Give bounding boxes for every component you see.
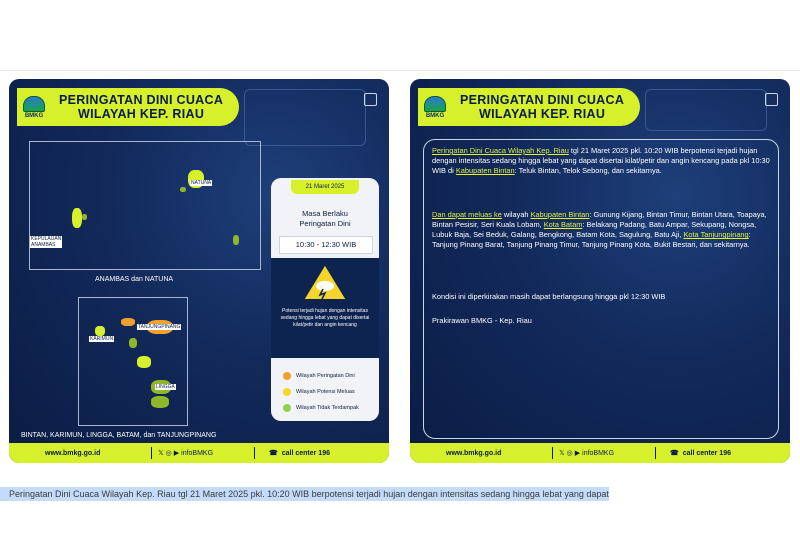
storm-warning-icon: [301, 262, 349, 302]
island-karimun: [95, 326, 105, 336]
warning-map-card[interactable]: [9, 79, 389, 463]
social-handles[interactable]: 𝕏 ◎ ▶ infoBMKG: [559, 449, 615, 457]
label-anambas: KEPULAUAN ANAMBAS: [31, 236, 62, 248]
decor-device: [645, 89, 767, 131]
banner-title: PERINGATAN DINI CUACA WILAYAH KEP. RIAU: [59, 93, 224, 121]
bmkg-logo: BMKG: [19, 90, 49, 124]
label-natuna: NATUNA: [191, 180, 212, 186]
island-batam: [121, 318, 135, 326]
island-anambas: [72, 208, 82, 228]
warning-paragraph-3: Kondisi ini diperkirakan masih dapat berlangsung hingga pkl 12:30 WIB: [432, 292, 666, 301]
warning-paragraph-1: Peringatan Dini Cuaca Wilayah Kep. Riau tgl 21 Maret 2025 pkl. 10:20 WIB berpotensi terjadi hujan dengan intensitas sedang hingga lebat yang dapat disertai kilat/petir dan angin kencang pada pkl 10:30 WIB di Kabupaten Bintan: Teluk Bintan, Telok Sebong, dan sekitarnya.: [432, 146, 770, 176]
twitter-icon: 𝕏: [158, 450, 164, 457]
expand-icon[interactable]: [765, 93, 778, 106]
map-bintan-region: [78, 297, 188, 426]
map-anambas-natuna: [29, 141, 261, 270]
title-banner: [418, 88, 640, 126]
call-center[interactable]: ☎ call center 196: [269, 449, 330, 457]
youtube-icon: ▶: [574, 450, 581, 457]
website-link[interactable]: www.bmkg.go.id: [446, 449, 502, 457]
title-banner: [17, 88, 239, 126]
warning-text-card[interactable]: [410, 79, 790, 463]
label-lingga: LINGGA: [156, 384, 175, 390]
phone-icon: ☎: [670, 450, 679, 457]
decor-device: [244, 89, 366, 146]
hazard-description: Potensi terjadi hujan dengan intensitas sedang hingga lebat yang dapat disertai kilat/petir dan angin kencang: [280, 308, 370, 328]
banner-title: PERINGATAN DINI CUACA WILAYAH KEP. RIAU: [460, 93, 625, 121]
map2-caption: BINTAN, KARIMUN, LINGGA, BATAM, dan TANJUNGPINANG: [21, 432, 217, 439]
warning-paragraph-2: Dan dapat meluas ke wilayah Kabupaten Bintan: Gunung Kijang, Bintan Timur, Bintan Utara, Toapaya, Bintan Pesisir, Seri Kuala Lobam, Kota Batam: Belakang Padang, Batu Ampar, Sekupang, Nongsa, Lubuk Baja, Sei Beduk, Galang, Bengkong, Batam Kota, Sagulung, Batu Aji, Kota Tanjungpinang: Tanjung Pinang Barat, Tanjung Pinang Timur, Tanjung Pinang Kota, Bukit Bestari, dan sekitarnya.: [432, 210, 767, 250]
expand-icon[interactable]: [364, 93, 377, 106]
map1-caption: ANAMBAS dan NATUNA: [95, 276, 174, 283]
top-divider: [0, 70, 800, 71]
phone-icon: ☎: [269, 450, 278, 457]
legend-warning-area: Wilayah Peringatan Dini: [283, 372, 355, 380]
legend-unaffected-area: Wilayah Tidak Terdampak: [283, 404, 359, 412]
warning-text-box: [423, 139, 779, 439]
selected-text-line[interactable]: Peringatan Dini Cuaca Wilayah Kep. Riau tgl 21 Maret 2025 pkl. 10:20 WIB berpotensi terjadi hujan dengan intensitas sedang hingga lebat yang dapat: [0, 484, 800, 504]
social-handles[interactable]: 𝕏 ◎ ▶ infoBMKG: [158, 449, 214, 457]
legend-potential-area: Wilayah Potensi Meluas: [283, 388, 355, 396]
card-footer: [410, 443, 790, 463]
call-center[interactable]: ☎ call center 196: [670, 449, 731, 457]
twitter-icon: 𝕏: [559, 450, 565, 457]
label-tanjungpinang: TANJUNGPINANG: [138, 324, 181, 330]
card-footer: [9, 443, 389, 463]
validity-heading: Masa Berlaku Peringatan Dini: [299, 209, 351, 228]
date-badge: 21 Maret 2025: [291, 180, 359, 194]
instagram-icon: ◎: [566, 450, 573, 457]
validity-panel: [271, 178, 379, 421]
website-link[interactable]: www.bmkg.go.id: [45, 449, 101, 457]
youtube-icon: ▶: [173, 450, 180, 457]
validity-time: 10:30 - 12:30 WIB: [279, 236, 373, 254]
label-karimun: KARIMUN: [90, 336, 114, 342]
instagram-icon: ◎: [165, 450, 172, 457]
forecaster-credit: Prakirawan BMKG - Kep. Riau: [432, 316, 532, 325]
bmkg-logo: BMKG: [420, 90, 450, 124]
